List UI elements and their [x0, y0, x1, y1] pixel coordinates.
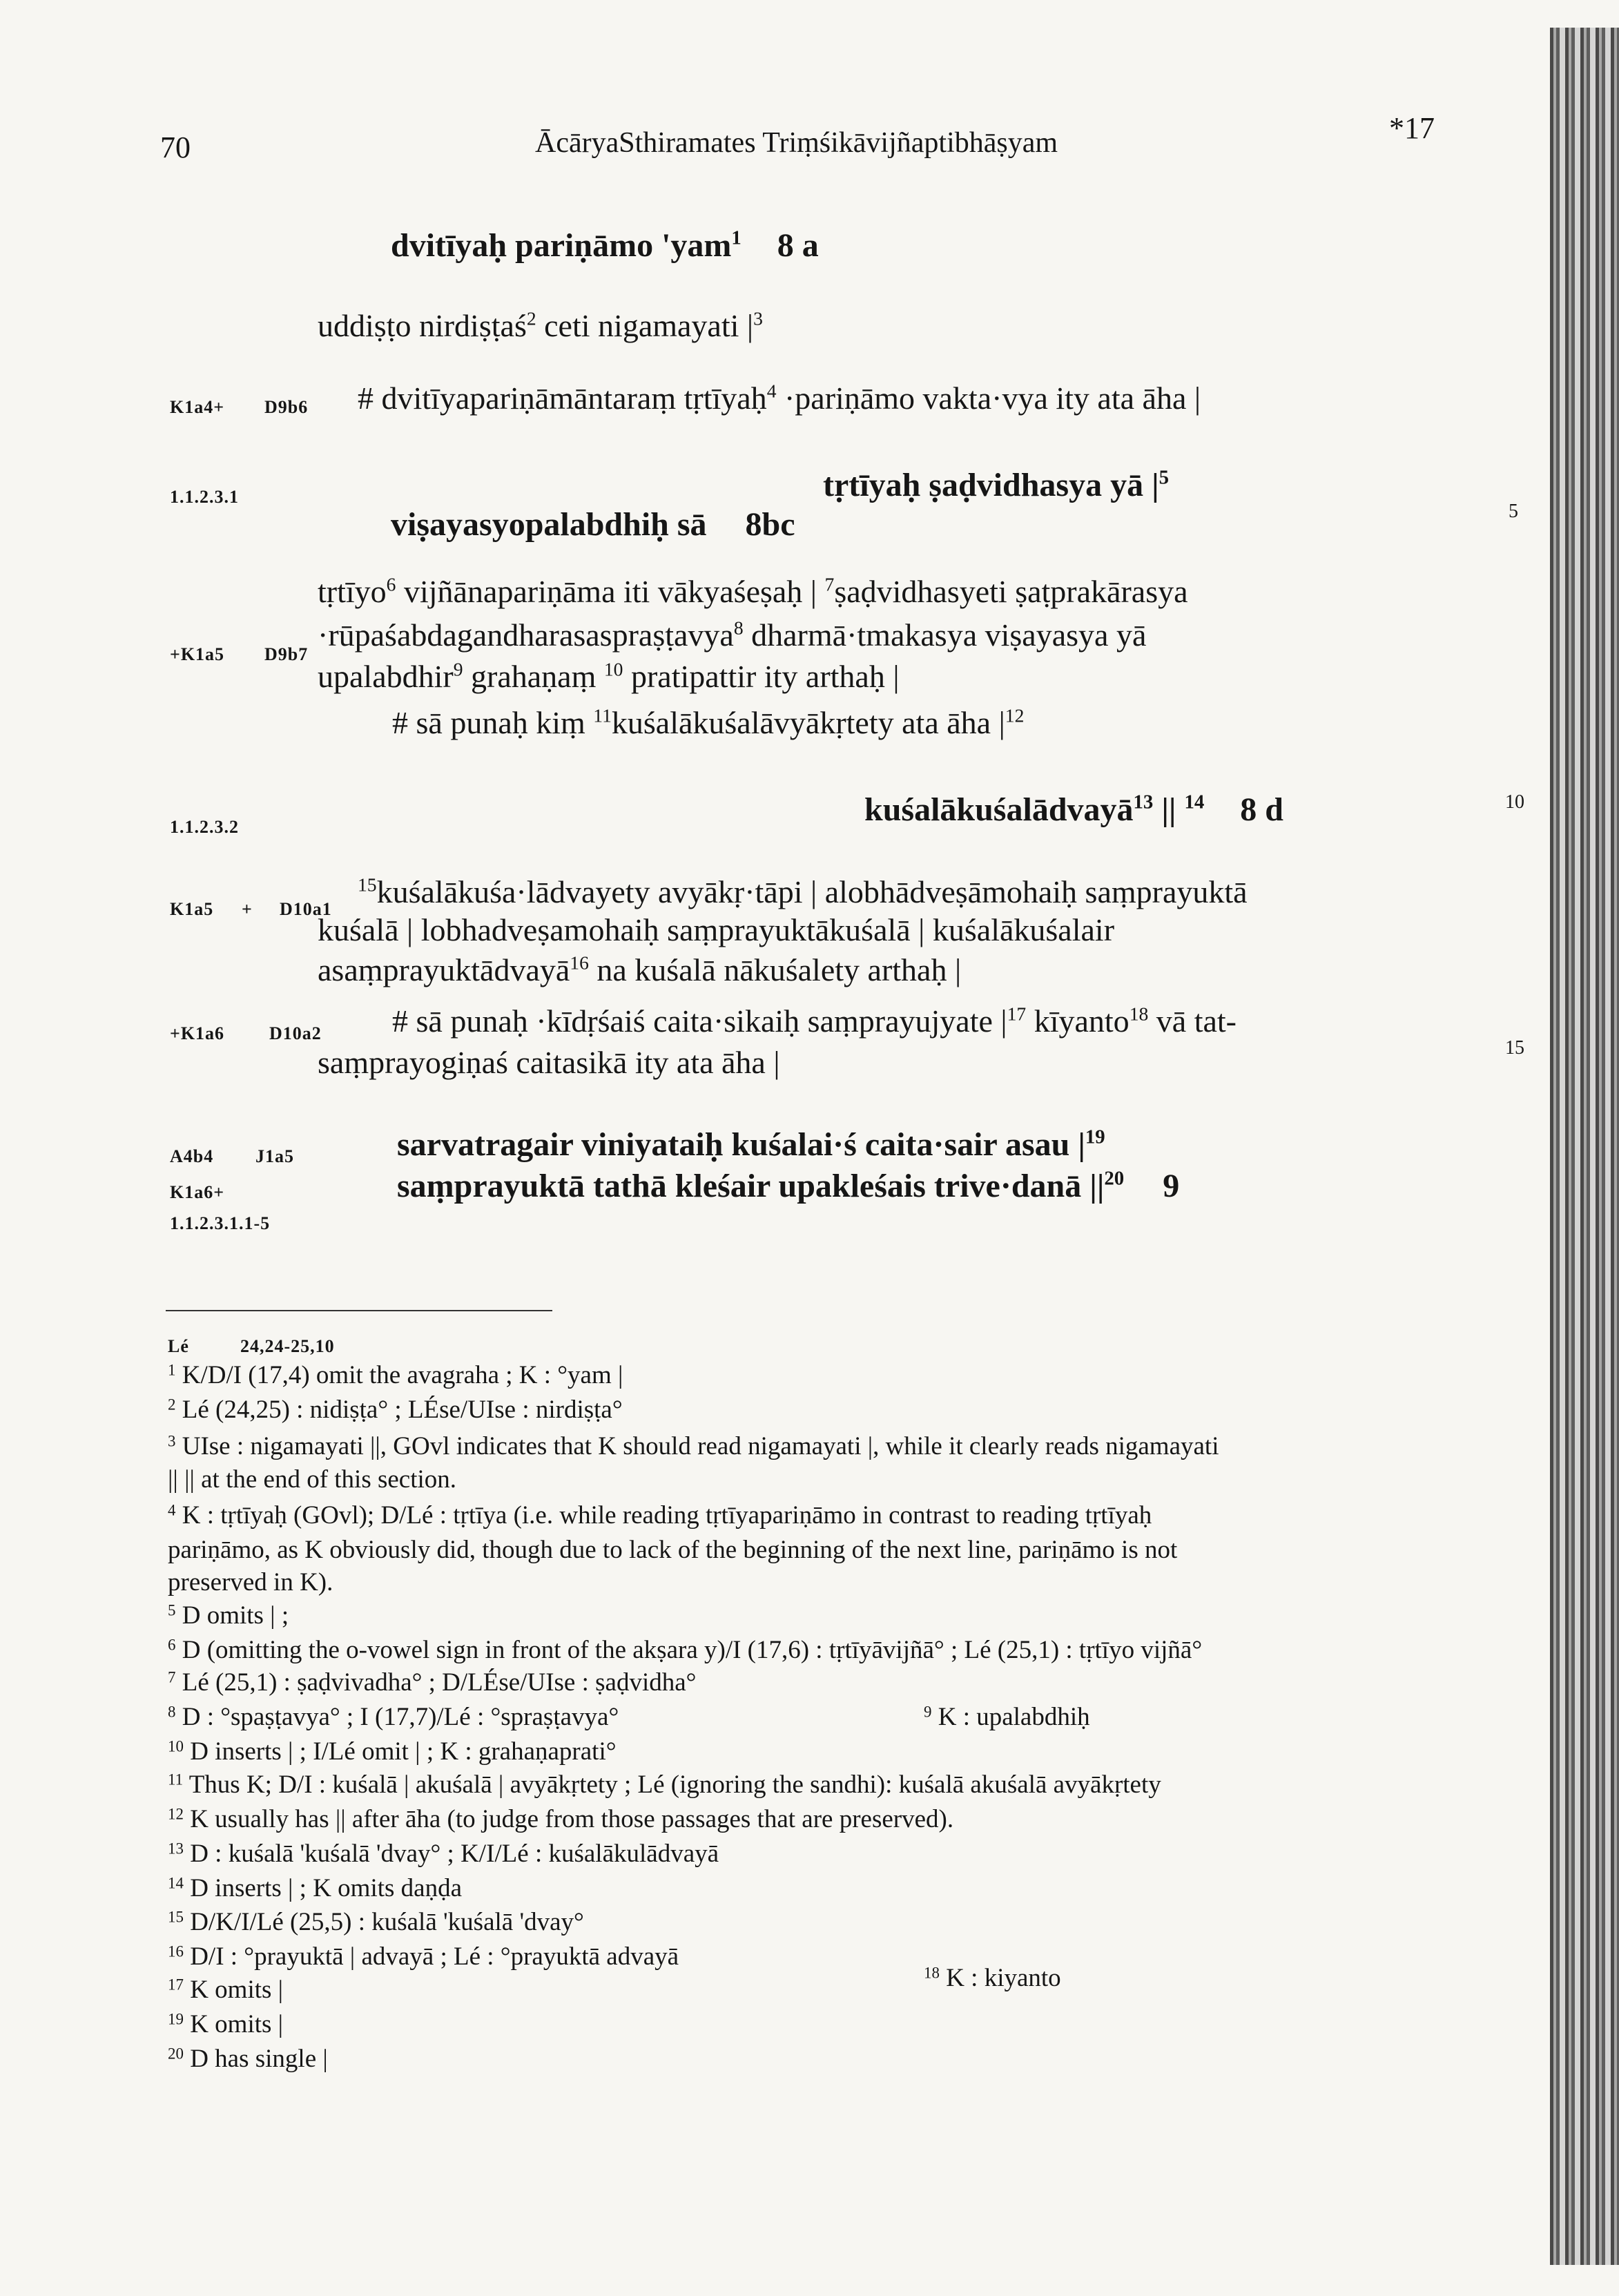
- footnote: $^2$ Lé (24,25) : nidiṣṭa° ; LÉse/UIse : nirdiṣṭa°: [168, 1396, 623, 1424]
- commentary-line: ·rūpaśabdagandharasaspraṣṭavya$^8$ dharmā·tmakasya viṣayasya yā: [318, 617, 1147, 653]
- section-number: 1.1.2.3.2: [170, 817, 239, 837]
- footnote: $^7$ Lé (25,1) : ṣaḍvivadha° ; D/LÉse/UIse : ṣaḍvidha°: [168, 1668, 697, 1697]
- footnote: $^{19}$ K omits |: [168, 2010, 284, 2038]
- commentary-line: upalabdhir$^9$ grahaṇaṃ $^{10}$ pratipattir ity arthaḥ |: [318, 658, 900, 694]
- footnote: $^5$ D omits | ;: [168, 1601, 289, 1630]
- line-number: 5: [1509, 501, 1518, 522]
- margin-ref: +K1a5: [170, 644, 225, 664]
- verse-8b-line2: viṣayasyopalabdhiḥ sā 8bc: [391, 506, 795, 543]
- section-number: 1.1.2.3.1.1-5: [170, 1213, 271, 1233]
- verse-9a: sarvatragair viniyataiḥ kuśalai·ś caita·sair asau $|^{19}$: [397, 1126, 1105, 1163]
- footnote: $^6$ D (omitting the o-vowel sign in front of the akṣara y)/I (17,6) : tṛtīyāvijñā° ; Lé (25,1) : tṛtīyo vijñā°: [168, 1636, 1203, 1664]
- footnote: $^{15}$ D/K/I/Lé (25,5) : kuśalā 'kuśalā 'dvay°: [168, 1908, 584, 1936]
- margin-ref: K1a5: [170, 899, 214, 919]
- verse-8b-line1: tṛtīyaḥ ṣaḍvidhasya yā $|^5$: [823, 466, 1170, 503]
- margin-ref: +: [242, 899, 253, 919]
- footnote: $^{17}$ K omits |: [168, 1976, 284, 2004]
- line-dvitiya: # dvitīyapariṇāmāntaraṃ tṛtīyaḥ$^4$ ·pariṇāmo vakta·vya ity ata āha |: [358, 380, 1201, 416]
- section-number: 1.1.2.3.1: [170, 487, 239, 507]
- footnote-continued: || || at the end of this section.: [168, 1465, 457, 1494]
- commentary-line: tṛtīyo$^6$ vijñānapariṇāma iti vākyaśeṣaḥ | $^7$ṣaḍvidhasyeti ṣaṭprakārasya: [318, 573, 1188, 609]
- line-uddisto: uddiṣṭo nirdiṣṭaś$^2$ ceti nigamayati $|^3$: [318, 307, 763, 343]
- margin-ref: D9b7: [264, 644, 309, 664]
- footnote: $^1$ K/D/I (17,4) omit the avagraha ; K : °yam |: [168, 1361, 623, 1389]
- commentary-line: saṃprayogiṇaś caitasikā ity ata āha |: [318, 1045, 780, 1080]
- footnote: $^{16}$ D/I : °prayuktā | advayā ; Lé : °prayuktā advayā: [168, 1942, 679, 1971]
- line-number: 15: [1505, 1037, 1524, 1059]
- commentary-line: # sā punaḥ ·kīdṛśaiś caita·sikaiḥ saṃprayujyate $|^{17}$ kīyanto$^{18}$ vā tat-: [392, 1003, 1237, 1039]
- verse-8d: kuśalākuśalādvayā$^{13}$ || $^{14}$ 8 d: [864, 791, 1283, 828]
- footnote-continued: preserved in K).: [168, 1568, 333, 1596]
- footnote: $^8$ D : °spaṣṭavya° ; I (17,7)/Lé : °spraṣṭavya°: [168, 1703, 619, 1731]
- footnote: $^{11}$ Thus K; D/I : kuśalā | akuśalā | avyākṛtety ; Lé (ignoring the sandhi): kuśalā akuśalā avyākṛtety: [168, 1771, 1161, 1799]
- verse-9b: saṃprayuktā tathā kleśair upakleśais trive·danā $||^{20}$ 9: [397, 1167, 1180, 1204]
- margin-ref: K1a6+: [170, 1182, 225, 1202]
- footnote: $^{14}$ D inserts | ; K omits daṇḍa: [168, 1874, 462, 1902]
- line-number: 10: [1505, 791, 1524, 813]
- margin-ref: K1a4+: [170, 397, 225, 417]
- footnote: $^3$ UIse : nigamayati ||, GOvl indicates that K should read nigamayati |, while it clearly reads nigamayati: [168, 1432, 1219, 1460]
- running-title: ĀcāryaSthiramates Triṃśikāvijñaptibhāṣyam: [535, 127, 1058, 159]
- margin-ref: A4b4: [170, 1146, 214, 1166]
- footnote-continued: pariṇāmo, as K obviously did, though due to lack of the beginning of the next line, pariṇāmo is not: [168, 1536, 1178, 1564]
- footnote-source-range: 24,24-25,10: [240, 1336, 335, 1356]
- footnote: $^{13}$ D : kuśalā 'kuśalā 'dvay° ; K/I/Lé : kuśalākulādvayā: [168, 1840, 719, 1868]
- footnote-source: Lé: [168, 1336, 189, 1356]
- margin-ref: D9b6: [264, 397, 309, 417]
- footnote: $^{20}$ D has single |: [168, 2045, 328, 2073]
- footnote-rule: [166, 1310, 552, 1311]
- page-marker: *17: [1389, 111, 1435, 145]
- footnote: $^4$ K : tṛtīyaḥ (GOvl); D/Lé : tṛtīya (i.e. while reading tṛtīyapariṇāmo in contrast to reading tṛtīyaḥ: [168, 1501, 1152, 1530]
- margin-ref: D10a1: [280, 899, 332, 919]
- verse-8a: dvitīyaḥ pariṇāmo 'yam$^1$ 8 a: [391, 226, 819, 264]
- commentary-line: $^{15}$kuśalākuśa·lādvayety avyākṛ·tāpi | alobhādveṣāmohaiḥ saṃprayuktā: [358, 874, 1248, 909]
- page-number: 70: [160, 131, 191, 164]
- commentary-line: kuśalā | lobhadveṣamohaiḥ saṃprayuktākuśalā | kuśalākuśalair: [318, 912, 1115, 947]
- margin-ref: J1a5: [255, 1146, 294, 1166]
- footnote: $^{12}$ K usually has || after āha (to judge from those passages that are preserved).: [168, 1805, 954, 1833]
- margin-ref: +K1a6: [170, 1023, 225, 1043]
- footnote: $^9$ K : upalabdhiḥ: [924, 1703, 1090, 1731]
- margin-ref: D10a2: [269, 1023, 322, 1043]
- footnote: $^{10}$ D inserts | ; I/Lé omit | ; K : grahaṇaprati°: [168, 1737, 617, 1766]
- footnote: $^{18}$ K : kiyanto: [924, 1964, 1061, 1992]
- commentary-line: asaṃprayuktādvayā$^{16}$ na kuśalā nākuśalety arthaḥ |: [318, 952, 962, 987]
- scanned-book-edge: [1550, 28, 1619, 2265]
- commentary-line: # sā punaḥ kiṃ $^{11}$kuśalākuśalāvyākṛtety ata āha $|^{12}$: [392, 704, 1025, 740]
